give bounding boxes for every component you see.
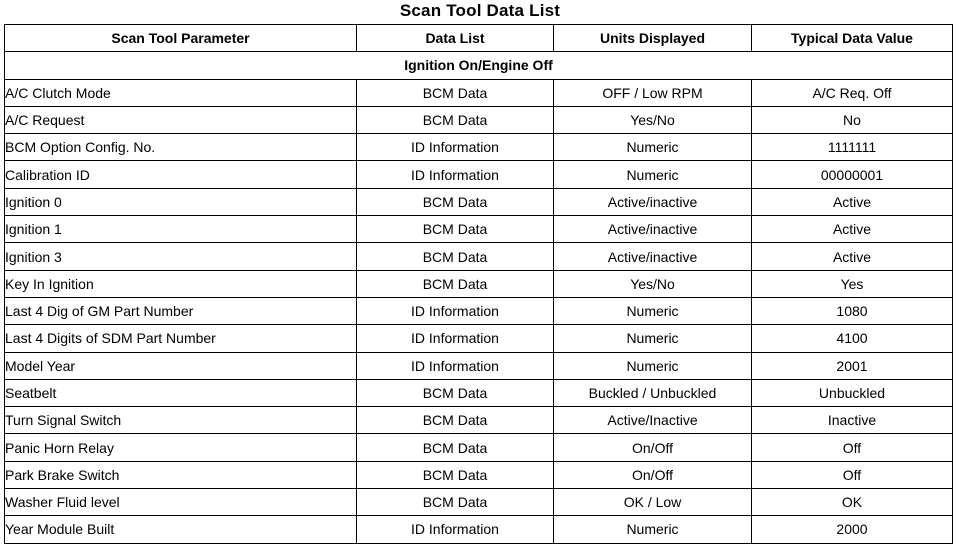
- cell-parameter: Park Brake Switch: [5, 461, 357, 488]
- table-row: [5, 379, 953, 406]
- column-header-data-list: Data List: [357, 25, 554, 52]
- cell-typical-value: 4100: [752, 325, 953, 352]
- cell-parameter: Washer Fluid level: [5, 489, 357, 516]
- cell-units: Active/inactive: [554, 216, 752, 243]
- table-row: [5, 79, 953, 106]
- cell-units: OFF / Low RPM: [554, 79, 752, 106]
- cell-units: Numeric: [554, 134, 752, 161]
- cell-parameter: Ignition 1: [5, 216, 357, 243]
- cell-typical-value: Active: [752, 188, 953, 215]
- table-row: [5, 188, 953, 215]
- cell-parameter: A/C Clutch Mode: [5, 79, 357, 106]
- cell-data-list: ID Information: [357, 516, 554, 543]
- cell-units: Numeric: [554, 352, 752, 379]
- page-title: Scan Tool Data List: [399, 1, 561, 20]
- cell-typical-value: 2000: [752, 516, 953, 543]
- cell-typical-value: Off: [752, 434, 953, 461]
- cell-data-list: ID Information: [357, 297, 554, 324]
- cell-data-list: ID Information: [357, 134, 554, 161]
- cell-data-list: ID Information: [357, 325, 554, 352]
- section-heading: Ignition On/Engine Off: [5, 52, 953, 79]
- column-header-parameter: Scan Tool Parameter: [5, 25, 357, 52]
- table-row: [5, 461, 953, 488]
- cell-units: On/Off: [554, 434, 752, 461]
- scan-tool-data-table: [4, 24, 953, 544]
- cell-parameter: Year Module Built: [5, 516, 357, 543]
- table-row: [5, 270, 953, 297]
- cell-units: On/Off: [554, 461, 752, 488]
- cell-units: OK / Low: [554, 489, 752, 516]
- table-body: [5, 52, 953, 543]
- cell-data-list: BCM Data: [357, 434, 554, 461]
- cell-units: Numeric: [554, 297, 752, 324]
- cell-units: Numeric: [554, 161, 752, 188]
- cell-parameter: BCM Option Config. No.: [5, 134, 357, 161]
- cell-units: Active/Inactive: [554, 407, 752, 434]
- cell-units: Active/inactive: [554, 188, 752, 215]
- cell-parameter: Key In Ignition: [5, 270, 357, 297]
- table-row: [5, 407, 953, 434]
- cell-units: Buckled / Unbuckled: [554, 379, 752, 406]
- column-header-units: Units Displayed: [554, 25, 752, 52]
- cell-parameter: Last 4 Digits of SDM Part Number: [5, 325, 357, 352]
- cell-data-list: BCM Data: [357, 379, 554, 406]
- cell-typical-value: Active: [752, 243, 953, 270]
- cell-data-list: ID Information: [357, 352, 554, 379]
- table-row: [5, 352, 953, 379]
- table-row: [5, 325, 953, 352]
- cell-typical-value: Unbuckled: [752, 379, 953, 406]
- column-header-typical-value: Typical Data Value: [752, 25, 953, 52]
- cell-typical-value: Off: [752, 461, 953, 488]
- cell-units: Numeric: [554, 516, 752, 543]
- table-row: [5, 297, 953, 324]
- table-row: [5, 516, 953, 543]
- cell-typical-value: Yes: [752, 270, 953, 297]
- table-header-row: [5, 25, 953, 52]
- table-row: [5, 489, 953, 516]
- cell-units: Yes/No: [554, 270, 752, 297]
- cell-parameter: Last 4 Dig of GM Part Number: [5, 297, 357, 324]
- table-row: [5, 243, 953, 270]
- cell-typical-value: 00000001: [752, 161, 953, 188]
- table-row: [5, 134, 953, 161]
- cell-typical-value: No: [752, 106, 953, 133]
- cell-data-list: BCM Data: [357, 489, 554, 516]
- cell-parameter: Ignition 0: [5, 188, 357, 215]
- cell-data-list: BCM Data: [357, 243, 554, 270]
- cell-typical-value: 2001: [752, 352, 953, 379]
- section-row: [5, 52, 953, 79]
- cell-parameter: Turn Signal Switch: [5, 407, 357, 434]
- cell-typical-value: 1080: [752, 297, 953, 324]
- cell-parameter: Ignition 3: [5, 243, 357, 270]
- cell-parameter: Seatbelt: [5, 379, 357, 406]
- cell-data-list: BCM Data: [357, 188, 554, 215]
- cell-parameter: Calibration ID: [5, 161, 357, 188]
- cell-typical-value: OK: [752, 489, 953, 516]
- cell-data-list: BCM Data: [357, 79, 554, 106]
- cell-typical-value: 1111111: [752, 134, 953, 161]
- cell-data-list: BCM Data: [357, 106, 554, 133]
- cell-typical-value: Inactive: [752, 407, 953, 434]
- cell-parameter: A/C Request: [5, 106, 357, 133]
- table-row: [5, 161, 953, 188]
- cell-units: Numeric: [554, 325, 752, 352]
- table-row: [5, 434, 953, 461]
- cell-data-list: BCM Data: [357, 461, 554, 488]
- cell-data-list: BCM Data: [357, 270, 554, 297]
- cell-data-list: BCM Data: [357, 407, 554, 434]
- cell-parameter: Model Year: [5, 352, 357, 379]
- cell-units: Active/inactive: [554, 243, 752, 270]
- table-row: [5, 216, 953, 243]
- cell-typical-value: A/C Req. Off: [752, 79, 953, 106]
- cell-data-list: BCM Data: [357, 216, 554, 243]
- cell-typical-value: Active: [752, 216, 953, 243]
- cell-data-list: ID Information: [357, 161, 554, 188]
- table-row: [5, 106, 953, 133]
- cell-parameter: Panic Horn Relay: [5, 434, 357, 461]
- cell-units: Yes/No: [554, 106, 752, 133]
